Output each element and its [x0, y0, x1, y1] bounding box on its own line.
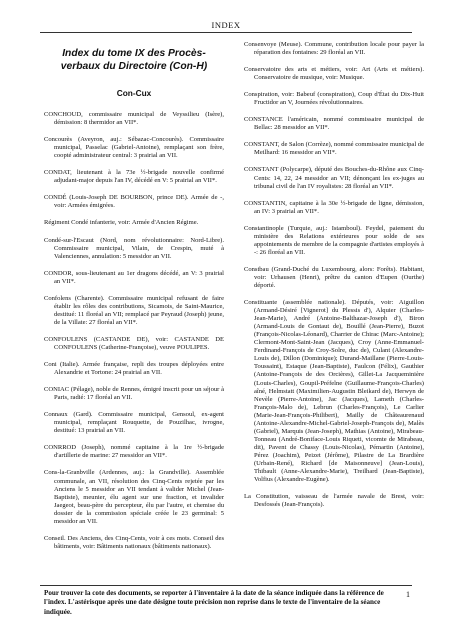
index-entry-text: CONSTANT, de Salon (Corrèze), nommé commissaire municipal de Meilhard: 16 messidor an VII*.	[244, 141, 424, 157]
index-entry-text: La Constitution, vaisseau de l'armée navale de Brest, voir: Desfossés (Jean-François).	[244, 493, 424, 509]
index-entry	[44, 444, 224, 460]
index-entry-text: CONDÉ (Louis-Joseph DE BOURBON, prince DE). Armée de -, voir: Armées émigrées.	[44, 194, 224, 210]
index-entry	[44, 411, 224, 435]
index-entry-text: CONCHOUD, commissaire municipal de Veyssilieu (Isère), démission: 8 thermidor an VII*.	[44, 111, 224, 127]
index-entry	[44, 194, 224, 210]
index-entry	[244, 166, 424, 190]
index-entry	[244, 493, 424, 509]
index-entry	[44, 469, 224, 525]
index-entry-text: Constituante (assemblée nationale). Députés, voir: Aiguillon (Armand-Désiré [Vignerot] du Plessis d'), Alquier (Charles-Jean-Marie), André (Antoine-Balthazar-Joseph d'), Biron (Armand-Louis de Gontaut de), Bouillé (Jean-Pierre), Buzot (François-Nicolas-Léonard), Charrier de Chirac (Marc-Antoine); Clermont-Mont-Saint-Jean (Jacques), Croy (Anne-Emmanuel-Ferdinand-François de Croy-Solre, duc de), Culant (Alexandre-Louis de), Dillon (Dominique); Durand-Maillane (Pierre-Louis-Toussaint), Estaque (Jean-Baptiste), Faulcon (Félix), Gauthier (Antoine-François de des Orcières), Gillet-La Jacqueminière (Louis-Charles), Goupil-Préfelne (Guillaume-François-Charles) aîné, Helmstatt (Maximilien-Augustin Bleikard de), Herwyn de Nevèle (Pierre-Antoine), Jac (Jacques), Lameth (Charles-François-Malo de), Lebrun (Charles-François), Le Carlier (Marie-Jean-François-Philibert), Mailly de Châteaurenaud (Antoine-Alexandre-Michel-Gabriel-Joseph-François de), Malès (Gabriel), Marquis (Jean-Joseph), Mathias (Antoine), Mirabeau-Tonneau (André-Boniface-Louis Riqueti, vicomte de Mirabeau, dit), Pavent de Chassy (Louis-Nicolas), Pémartin (Antoine), Pérez (Joachim), Peizet (Jérôme), Pilastre de La Brardière (Urbain-René), Richard [de Maisonneuve] (Jean-Louis), Thibault (Anne-Alexandre-Marie), Treilhard (Jean-Baptiste), Volfius (Alexandre-Eugène).	[244, 299, 424, 484]
page-number: 1	[406, 590, 410, 599]
index-entry	[244, 299, 424, 484]
index-entry-text: CONSTANCE l'américain, nommé commissaire municipal de Bellac: 28 messidor an VII*.	[244, 116, 424, 132]
index-entry	[244, 41, 424, 57]
index-entry-text: CONDOR, sous-lieutenant au 1er dragons décédé, an V: 3 prairial an VII*.	[44, 269, 224, 285]
index-title: Index du tome IX des Procès-verbaux du Directoire (Con-H)	[60, 48, 208, 72]
index-entry-text: Connaux (Gard). Commissaire municipal, Gensoul, ex-agent municipal, remplaçant Rouquette, de Pouzilhac, ivrogne, destitué: 13 prairial an VII.	[44, 411, 224, 435]
index-entry-text: Conservatoire des arts et métiers, voir: Art (Arts et métiers). Conservatoire de musique, voir: Musique.	[244, 66, 424, 82]
index-entry	[244, 266, 424, 290]
index-entry	[244, 116, 424, 132]
index-entry-text: Régiment Condé infanterie, voir: Armée d'Ancien Régime.	[44, 219, 199, 227]
section-heading: Con-Cux	[116, 88, 152, 98]
index-entry-text: Constantinople (Turquie, auj.: Istamboul). Feydel, paiement du ministère des Relations extérieures pour solde de ses appointements de membre de la compagnie d'artistes employés à -: 26 floréal an VII.	[244, 224, 424, 256]
index-entry	[44, 111, 224, 127]
index-entry-text: Concourès (Aveyron, auj.: Sébazac-Concourès). Commissaire municipal, Passelac (Gabriel-Antoine), remplaçant son frère, coopté administrateur central: 3 prairial an VII.	[44, 136, 224, 160]
index-entry-text: Confolens (Charente). Commissaire municipal refusant de faire établir les rôles des contributions, Sicamois, de Saint-Maurice, destitué: 11 floréal an VII; remplacé par Peyraud (Joseph) jeune, de la Villate: 27 floréal an VII*.	[44, 294, 224, 326]
index-entry	[244, 225, 424, 257]
index-entry	[44, 386, 224, 402]
index-entry	[44, 270, 224, 286]
index-entry	[244, 66, 424, 82]
index-entry-text: CONIAC (Pélage), noble de Rennes, émigré inscrit pour un séjour à Paris, radié: 17 floréal an VII.	[44, 386, 224, 402]
index-entry	[44, 169, 224, 185]
right-column	[244, 41, 424, 518]
index-entry-text: Condé-sur-l'Escaut (Nord, nom révolutionnaire: Nord-Libre). Commissaire municipal, Vilain, de Crespin, muté à Valenciennes, annulation: 5 messidor an VII.	[44, 236, 224, 260]
index-entry	[44, 219, 224, 227]
index-entry-text: Constbau (Grand-Duché du Luxembourg, alors: Forêts). Habitant, voir: Urhausen (Henri), prêtre du canton d'Eupen (Ourthe) déporté.	[244, 265, 424, 289]
right-entries	[244, 41, 424, 509]
index-entry	[44, 336, 224, 352]
index-entry-text: CONSTANT (Polycarpe), député des Bouches-du-Rhône aux Cinq-Cents: 14, 22, 24 messidor an VII; dénonçant les ex-juges au tribunal civil de l'an IV royalistes: 28 floréal an VII*.	[244, 166, 424, 190]
index-entry	[244, 200, 424, 216]
index-entry	[44, 295, 224, 327]
index-entry-text: CONRROD (Joseph), nommé capitaine à la 1re ½-brigade d'artillerie de marine: 27 messidor an VII*.	[44, 444, 224, 460]
index-entry	[244, 141, 424, 157]
top-rule	[40, 32, 412, 33]
index-entry-text: Conseil. Des Anciens, des Cinq-Cents, voir à ces mots. Conseil des bâtiments, voir: Bâtiments nationaux (bâtiments nationaux).	[44, 534, 224, 550]
index-entry-text: Consenvoye (Meuse). Commune, contribution locale pour payer la réparation des fontaines: 29 floréal an VII.	[244, 41, 424, 57]
index-entry	[44, 535, 224, 551]
index-entry	[44, 361, 224, 377]
index-entry-text: CONFOULENS (CASTANDE DE), voir: CASTANDE DE CONFOULENS (Catherine-Françoise), veuve POULIPES.	[44, 335, 224, 351]
index-entry-text: Conspiration, voir: Babeuf (conspiration), Coup d'État du Dix-Huit Fructidor an V, Journées révolutionnaires.	[244, 91, 424, 107]
bottom-rule	[40, 585, 412, 586]
left-column	[44, 48, 224, 560]
index-entry-text: CONDAT, lieutenant à la 73e ½-brigade nouvelle confirmé adjudant-major depuis l'an IV, décédé en V: 5 prairial an VII*.	[44, 169, 224, 185]
index-entry-text: Coni (Italie). Armée française, repli des troupes déployées entre Alexandrie et Tortone: 24 prairial an VII.	[44, 361, 224, 377]
index-entry-text: Cons-la-Granbville (Ardennes, auj.: la Grandville). Assemblée communale, an VII, résolution des Cinq-Cents rejetée par les Anciens le 5 messidor an VII tendant à valider Michel (Jean-Baptiste), meunier, élu agent sur une fraction, et invalider Jaegeot, beau-père du percepteur, élu par l'autre, et chemise du dossier de la commission spéciale créée le 23 germinal: 5 messidor an VII.	[44, 469, 224, 525]
index-entry	[44, 237, 224, 261]
index-entry	[244, 91, 424, 107]
footer-note: Pour trouver la cote des documents, se reporter à l'inventaire à la date de la séance indiquée dans la référence de l'index. L'astérisque après une date désigne toute précision non reprise dans le texte de l'inventaire de la séance indiquée.	[44, 589, 384, 616]
index-entry-text: CONSTANTIN, capitaine à la 30e ½-brigade de ligne, démission, an IV: 3 prairial an VII*.	[244, 199, 424, 215]
running-head: INDEX	[211, 20, 241, 30]
index-entry	[44, 136, 224, 160]
left-entries	[44, 111, 224, 551]
